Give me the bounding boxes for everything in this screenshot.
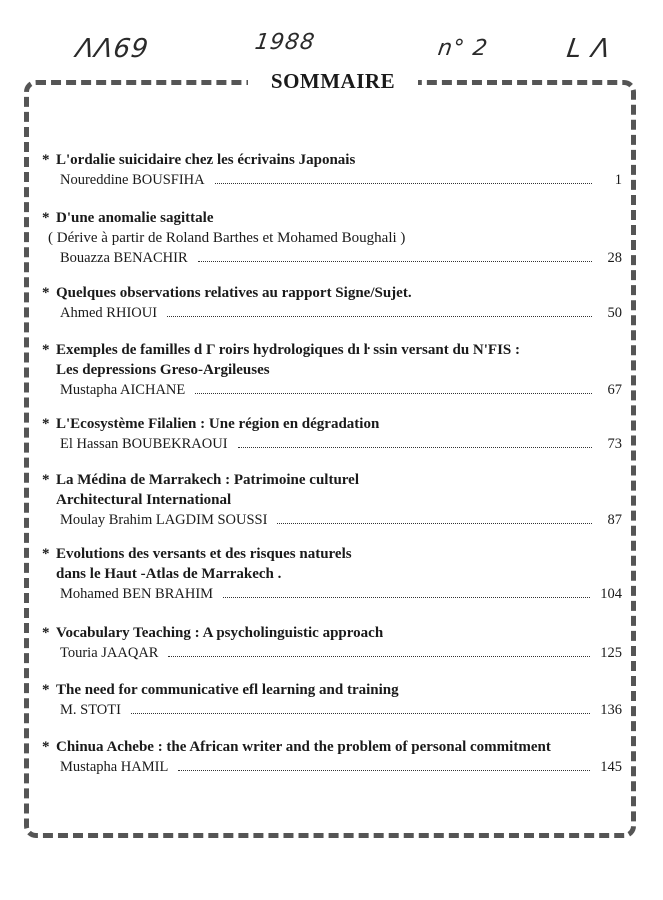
entry-page-number: 145 bbox=[600, 759, 622, 775]
bullet-star-icon: * bbox=[42, 682, 50, 698]
dot-leader bbox=[178, 758, 590, 771]
entry-title: La Médina de Marrakech : Patrimoine culturel bbox=[56, 472, 360, 488]
bullet-star-icon: * bbox=[42, 285, 50, 301]
dot-leader bbox=[168, 644, 590, 657]
bullet-star-icon: * bbox=[42, 546, 50, 562]
dot-leader bbox=[238, 435, 592, 448]
entry-title: Vocabulary Teaching : A psycholinguistic approach bbox=[56, 625, 384, 641]
entry-author: Mohamed BEN BRAHIM bbox=[60, 586, 214, 602]
entry-author: M. STOTI bbox=[60, 702, 121, 718]
dot-leader bbox=[198, 249, 592, 262]
dot-leader bbox=[215, 171, 592, 184]
entry-subtitle: dans le Haut -Atlas de Marrakech . bbox=[56, 566, 282, 582]
entry-title: Quelques observations relatives au rapport Signe/Sujet. bbox=[56, 285, 412, 301]
dot-leader bbox=[223, 585, 590, 598]
bullet-star-icon: * bbox=[42, 416, 50, 432]
toc-entry-2 bbox=[42, 208, 622, 268]
entry-author: Mustapha HAMIL bbox=[60, 759, 169, 775]
bullet-star-icon: * bbox=[42, 472, 50, 488]
entry-title: The need for communicative efl learning and training bbox=[56, 682, 399, 698]
bullet-star-icon: * bbox=[42, 739, 50, 755]
handwritten-note-1: ΛΛ69 bbox=[73, 34, 151, 64]
toc-entry-9 bbox=[42, 680, 622, 720]
entry-page-number: 73 bbox=[607, 436, 622, 452]
decorative-border-frame bbox=[24, 80, 636, 838]
entry-author: Noureddine BOUSFIHA bbox=[60, 172, 205, 188]
dot-leader bbox=[277, 511, 592, 524]
bullet-star-icon: * bbox=[42, 342, 50, 358]
entry-page-number: 125 bbox=[600, 645, 622, 661]
handwritten-note-4: L Λ bbox=[564, 34, 613, 64]
handwritten-note-year: 1988 bbox=[253, 30, 317, 55]
toc-entry-6 bbox=[42, 470, 622, 530]
page-title: SOMMAIRE bbox=[270, 69, 396, 93]
entry-page-number: 1 bbox=[614, 172, 622, 188]
entry-title: Exemples de familles d Γ roirs hydrologiques dı ŀ ssin versant du N'FIS : bbox=[56, 342, 521, 358]
entry-author: Moulay Brahim LAGDIM SOUSSI bbox=[60, 512, 268, 528]
entry-author: Bouazza BENACHIR bbox=[60, 250, 188, 266]
entry-author: El Hassan BOUBEKRAOUI bbox=[60, 436, 228, 452]
entry-subtitle: ( Dérive à partir de Roland Barthes et Mohamed Boughali ) bbox=[48, 230, 406, 246]
entry-page-number: 87 bbox=[607, 512, 622, 528]
toc-entry-4 bbox=[42, 340, 622, 400]
entry-author: Touria JAAQAR bbox=[60, 645, 159, 661]
entry-subtitle: Les depressions Greso-Argileuses bbox=[56, 362, 270, 378]
bullet-star-icon: * bbox=[42, 152, 50, 168]
entry-title: L'Ecosystème Filalien : Une région en dégradation bbox=[56, 416, 380, 432]
dot-leader bbox=[195, 381, 592, 394]
toc-entry-8 bbox=[42, 623, 622, 663]
dot-leader bbox=[167, 304, 592, 317]
entry-title: Evolutions des versants et des risques naturels bbox=[56, 546, 352, 562]
entry-page-number: 104 bbox=[600, 586, 622, 602]
entry-author: Mustapha AICHANE bbox=[60, 382, 186, 398]
bullet-star-icon: * bbox=[42, 625, 50, 641]
bullet-star-icon: * bbox=[42, 210, 50, 226]
entry-page-number: 136 bbox=[600, 702, 622, 718]
toc-entry-7 bbox=[42, 544, 622, 604]
toc-entry-5 bbox=[42, 414, 622, 454]
entry-title: Chinua Achebe : the African writer and the problem of personal commitment bbox=[56, 739, 551, 755]
handwritten-note-issue: n° 2 bbox=[436, 36, 490, 61]
entry-title: L'ordalie suicidaire chez les écrivains Japonais bbox=[56, 152, 356, 168]
entry-page-number: 50 bbox=[607, 305, 622, 321]
entry-author: Ahmed RHIOUI bbox=[60, 305, 158, 321]
entry-page-number: 28 bbox=[607, 250, 622, 266]
toc-entry-3 bbox=[42, 283, 622, 323]
entry-subtitle: Architectural International bbox=[56, 492, 232, 508]
toc-entry-1 bbox=[42, 150, 622, 190]
entry-title: D'une anomalie sagittale bbox=[56, 210, 214, 226]
dot-leader bbox=[131, 701, 590, 714]
toc-entry-10 bbox=[42, 737, 622, 777]
entry-page-number: 67 bbox=[607, 382, 622, 398]
